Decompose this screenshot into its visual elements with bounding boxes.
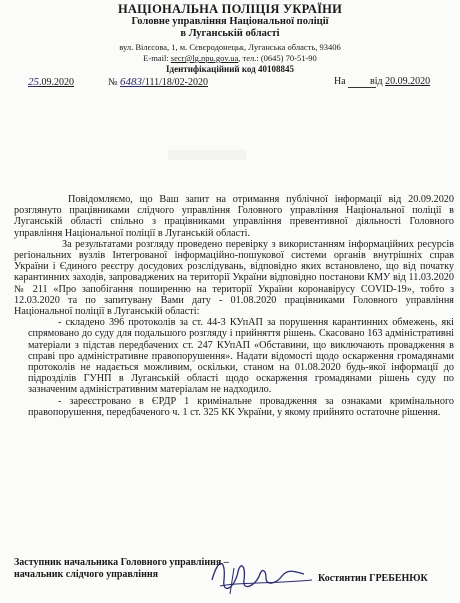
number-label: № bbox=[108, 77, 118, 88]
date-printed: .09.2020 bbox=[39, 77, 74, 88]
outgoing-number bbox=[108, 76, 208, 89]
letter-body bbox=[14, 194, 454, 418]
contact-line bbox=[0, 54, 460, 63]
number-handwritten: 6483 bbox=[120, 76, 143, 88]
address-line: вул. Вілєсова, 1, м. Сєвєродонецьк, Луганська область, 93406 bbox=[119, 42, 341, 52]
outgoing-date bbox=[28, 76, 74, 89]
signer-position-2: начальник слідчого управління bbox=[14, 569, 159, 580]
vid-label: від bbox=[370, 76, 383, 87]
id-code: Ідентифікаційний код 40108845 bbox=[166, 64, 294, 74]
list-item-criminal: - зареєстровано в ЄРДР 1 кримінальне провадження за ознаками кримінального правопорушення, передбаченого ч. 1 ст. 325 КК України, у якому прийнято остаточне рішення. bbox=[28, 395, 454, 418]
email-link[interactable]: secr@lg.npu.gov.ua bbox=[170, 53, 239, 63]
paragraph-request: Повідомляємо, що Ваш запит на отримання публічної інформації від 20.09.2020 розглянуто працівниками слідчого управління Головного управління Національної поліції в Луганській області спільно з працівниками управління превентивної діяльності Головного управління Національної поліції в Луганській області. bbox=[14, 194, 454, 239]
signer-name: Костянтин ГРЕБЕНЮК bbox=[318, 573, 428, 584]
signer-position-1: Заступник начальника Головного управління – bbox=[14, 557, 229, 568]
reference-date bbox=[370, 76, 430, 88]
na-label: На bbox=[334, 76, 346, 87]
date-handwritten: 25 bbox=[28, 76, 39, 88]
vid-date: 20.09.2020 bbox=[385, 76, 431, 87]
paragraph-results: За результатами розгляду проведено перевірку з використанням інформаційних ресурсів регіональних вузлів Інтегрованої інформаційно-пошукової системи органів внутрішніх справ України і Єдиного реєстру досудових розслідувань, відповідно яких встановлено, що від початку карантинних заходів, запроваджених на території України відповідно постанови КМУ від 11.03.2020 № 211 «Про запобігання поширенню на території України коронавірусу COVID-19», тобто з 12.03.2020 та по запитувану Вами дату - 01.08.2020 працівниками Головного управління Національної поліції в Луганській області: bbox=[14, 238, 454, 318]
dept-line-1: Головне управління Національної поліції bbox=[131, 16, 329, 27]
email-label: E-mail: bbox=[143, 53, 169, 63]
org-title: НАЦІОНАЛЬНА ПОЛІЦІЯ УКРАЇНИ bbox=[117, 2, 343, 16]
redacted-area bbox=[168, 150, 246, 160]
phone: , тел.: (0645) 70-51-90 bbox=[238, 53, 317, 63]
list-item-protocols: - складено 396 протоколів за ст. 44-3 КУпАП за порушення карантинних обмежень, які спрямовано до суду для подальшого розгляду і прийняття рішень. Скасовано 163 адміністративні матеріали з підстав передбачених ст. 247 КУпАП «Обставини, що виключають провадження в справі про адміністративне правопорушення». Надати відомості щодо оскарження громадянами протоколів не надається можливим, оскільки, станом на 01.08.2020 будь-якої інформації до підрозділів ГУНП в Луганській області щодо оскарження громадянами рішень суду по зазначеним адміністративним матеріалам не надходило. bbox=[28, 317, 454, 396]
number-printed: /111/18/02-2020 bbox=[142, 77, 208, 88]
dept-line-2: в Луганській області bbox=[180, 28, 280, 39]
